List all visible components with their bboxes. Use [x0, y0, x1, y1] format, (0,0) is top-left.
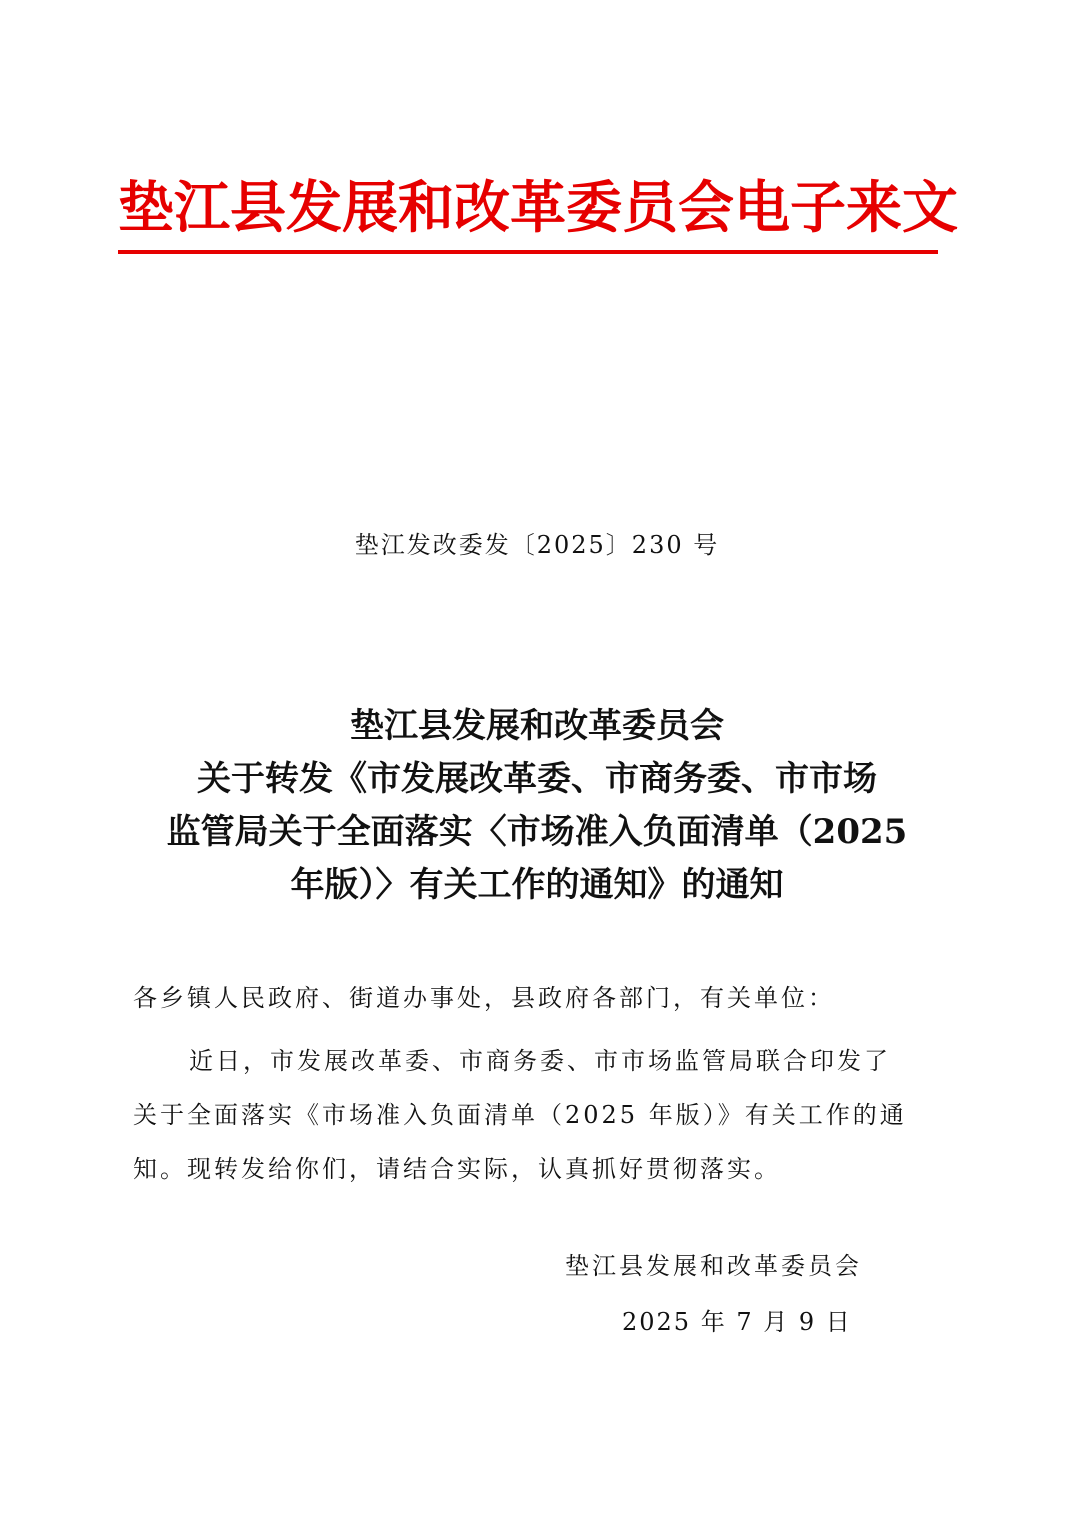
title-line: 垫江县发展和改革委员会: [350, 706, 724, 746]
masthead-red-rule: [118, 250, 938, 254]
masthead-title: 垫江县发展和改革委员会电子来文: [118, 175, 958, 241]
body-line: 近日，市发展改革委、市商务委、市市场监管局联合印发了: [189, 1047, 891, 1075]
signer-organization: 垫江县发展和改革委员会: [565, 1252, 862, 1280]
body-line: 知。现转发给你们，请结合实际，认真抓好贯彻落实。: [133, 1155, 781, 1183]
body-paragraph: [133, 1034, 943, 1196]
issue-date: 2025 年 7 月 9 日: [622, 1308, 852, 1336]
document-number: 垫江发改委发〔2025〕230 号: [354, 531, 720, 559]
body-line: 关于全面落实《市场准入负面清单（2025 年版）》有关工作的通: [133, 1101, 907, 1129]
salutation: 各乡镇人民政府、街道办事处，县政府各部门，有关单位：: [133, 984, 835, 1012]
title-line: 关于转发《市发展改革委、市商务委、市市场: [197, 759, 877, 799]
document-title: [120, 700, 954, 912]
title-line: 监管局关于全面落实〈市场准入负面清单（2025: [166, 812, 908, 852]
title-line: 年版）〉有关工作的通知》的通知: [290, 865, 784, 905]
